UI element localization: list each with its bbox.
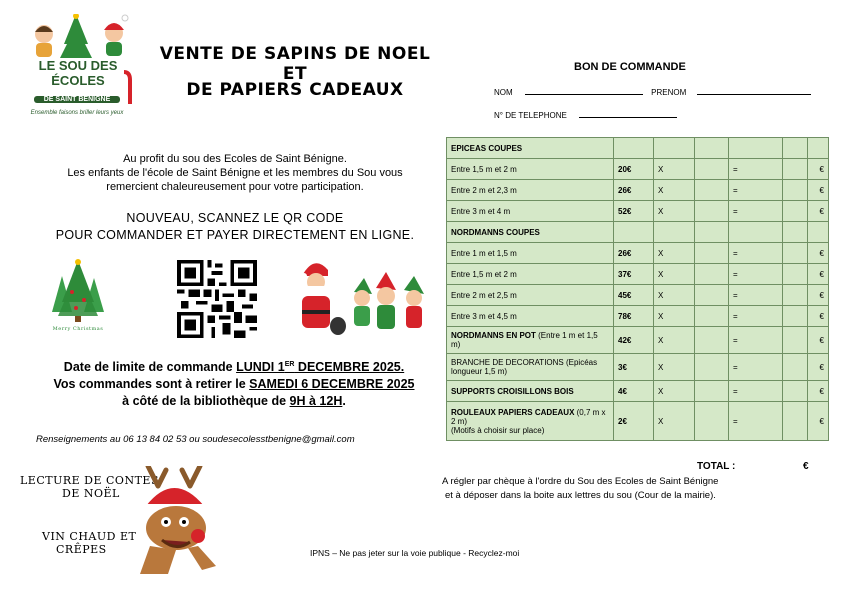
event-food (42, 530, 136, 556)
item-price: 45€ (614, 285, 654, 306)
event-line2: DE NOËL (62, 487, 120, 500)
item-label (447, 327, 614, 354)
tel-label: N° DE TELEPHONE (494, 111, 567, 120)
section-label: EPICEAS COUPES (447, 138, 614, 159)
page-title-line1: VENTE DE SAPINS DE NOEL ET (159, 44, 431, 84)
prenom-input[interactable] (697, 86, 811, 95)
nom-label: NOM (494, 88, 513, 97)
item-price: 52€ (614, 201, 654, 222)
euro-sign: € (808, 381, 829, 402)
subtotal-cell[interactable] (783, 306, 808, 327)
item-price: 3€ (614, 354, 654, 381)
quantity-cell[interactable] (695, 201, 729, 222)
santa-elves-image (292, 256, 442, 338)
equals-sign: = (729, 327, 783, 354)
pickup-prefix: Vos commandes sont à retirer le (53, 377, 250, 392)
item-label: Entre 2 m et 2,5 m (447, 285, 614, 306)
deadline-date (236, 360, 404, 374)
quantity-cell[interactable] (695, 159, 729, 180)
qr-code[interactable] (177, 260, 257, 338)
quantity-cell[interactable] (695, 264, 729, 285)
tree-card-caption: Merry Christmas (52, 326, 104, 332)
place-end: . (342, 394, 346, 409)
quantity-cell[interactable] (695, 381, 729, 402)
multiply-sign: X (654, 306, 695, 327)
euro-sign: € (808, 354, 829, 381)
euro-sign: € (808, 402, 829, 441)
footer-ipns: IPNS – Ne pas jeter sur la voie publique - Recyclez-moi (310, 548, 520, 558)
quantity-cell[interactable] (695, 402, 729, 441)
euro-sign: € (808, 264, 829, 285)
quantity-cell[interactable] (695, 327, 729, 354)
logo-place: DE SAINT BÉNIGNE (34, 96, 120, 103)
item-label (447, 402, 614, 441)
subtotal-cell[interactable] (783, 159, 808, 180)
prenom-label: PRENOM (651, 88, 687, 97)
qr-line2: POUR COMMANDER ET PAYER DIRECTEMENT EN LIGNE. (55, 228, 415, 242)
order-table (446, 137, 829, 441)
payment-line1: A régler par chèque à l'ordre du Sou des Ecoles de Saint Bénigne (442, 476, 719, 487)
euro-sign: € (808, 180, 829, 201)
table-row (447, 264, 829, 285)
order-form-title: BON DE COMMANDE (574, 61, 686, 73)
euro-sign: € (808, 306, 829, 327)
multiply-sign: X (654, 381, 695, 402)
contact-info: Renseignements au 06 13 84 02 53 ou soudesecolesstbenigne@gmail.com (36, 434, 355, 445)
pickup-line (24, 376, 444, 393)
qr-line1: NOUVEAU, SCANNEZ LE QR CODE (126, 211, 344, 225)
equals-sign: = (729, 180, 783, 201)
page-title-line2: DE PAPIERS CADEAUX (186, 80, 404, 100)
section-epiceas (447, 138, 829, 159)
item-label-note: (Motifs à choisir sur place) (451, 425, 545, 435)
payment-info (442, 475, 832, 503)
pickup-hours: 9H à 12H (289, 394, 343, 409)
deadline-info (24, 356, 444, 410)
christmas-tree-icon (52, 256, 104, 324)
intro-line2: Les enfants de l'école de Saint Bénigne et les membres du Sou vous (67, 167, 403, 179)
item-label: Entre 1 m et 1,5 m (447, 243, 614, 264)
item-price: 2€ (614, 402, 654, 441)
section-label: NORDMANNS COUPES (447, 222, 614, 243)
equals-sign: = (729, 381, 783, 402)
equals-sign: = (729, 159, 783, 180)
equals-sign: = (729, 201, 783, 222)
item-price: 26€ (614, 180, 654, 201)
table-row (447, 180, 829, 201)
item-price: 78€ (614, 306, 654, 327)
intro-line3: remercient chaleureusement pour votre participation. (106, 181, 364, 193)
equals-sign: = (729, 264, 783, 285)
subtotal-cell[interactable] (783, 285, 808, 306)
subtotal-cell[interactable] (783, 264, 808, 285)
multiply-sign: X (654, 201, 695, 222)
equals-sign: = (729, 306, 783, 327)
euro-sign: € (808, 285, 829, 306)
item-label-rest: (Entre 1 m et 1,5 m) (451, 331, 598, 349)
quantity-cell[interactable] (695, 306, 729, 327)
multiply-sign: X (654, 264, 695, 285)
item-label: Entre 3 m et 4 m (447, 201, 614, 222)
item-label: Entre 1,5 m et 2 m (447, 159, 614, 180)
equals-sign: = (729, 285, 783, 306)
phone-field (494, 109, 677, 120)
deadline-prefix: Date de limite de commande (63, 360, 237, 375)
subtotal-cell[interactable] (783, 354, 808, 381)
item-price: 4€ (614, 381, 654, 402)
deadline-date-sup: ER (284, 361, 295, 368)
equals-sign: = (729, 354, 783, 381)
subtotal-cell[interactable] (783, 180, 808, 201)
intro-text (30, 152, 440, 194)
quantity-cell[interactable] (695, 180, 729, 201)
payment-line2: et à déposer dans la boite aux lettres du sou (Cour de la mairie). (445, 490, 716, 501)
total-label: TOTAL : (697, 461, 736, 472)
multiply-sign: X (654, 159, 695, 180)
tel-input[interactable] (579, 109, 677, 118)
quantity-cell[interactable] (695, 285, 729, 306)
logo-brand: LE SOU DES ÉCOLES (38, 58, 118, 88)
equals-sign: = (729, 243, 783, 264)
table-row (447, 306, 829, 327)
item-label: Entre 3 m et 4,5 m (447, 306, 614, 327)
deadline-date-main: LUNDI 1 (236, 360, 285, 375)
elf-figure (376, 272, 396, 329)
nom-input[interactable] (525, 86, 643, 95)
table-row (447, 402, 829, 441)
event-line1: LECTURE DE CONTES (20, 474, 159, 487)
table-row (447, 201, 829, 222)
multiply-sign: X (654, 402, 695, 441)
item-label (447, 381, 614, 402)
event-line3: VIN CHAUD ET (42, 530, 137, 543)
name-fields (494, 86, 811, 97)
item-label-bold: NORDMANNS EN POT (451, 331, 536, 340)
quantity-cell[interactable] (695, 243, 729, 264)
table-row (447, 243, 829, 264)
item-label: Entre 1,5 m et 2 m (447, 264, 614, 285)
euro-sign: € (808, 159, 829, 180)
pickup-date: SAMEDI 6 DECEMBRE 2025 (249, 377, 415, 392)
subtotal-cell[interactable] (783, 201, 808, 222)
item-price: 42€ (614, 327, 654, 354)
place-line (24, 393, 444, 410)
item-price: 37€ (614, 264, 654, 285)
table-row (447, 354, 829, 381)
total-euro: € (803, 461, 809, 472)
logo (14, 14, 140, 124)
deadline-line (24, 356, 444, 376)
multiply-sign: X (654, 243, 695, 264)
table-row (447, 327, 829, 354)
table-row (447, 285, 829, 306)
intro-line1: Au profit du sou des Ecoles de Saint Bénigne. (123, 153, 347, 165)
item-price: 26€ (614, 243, 654, 264)
elf-figure (354, 278, 372, 326)
table-row (447, 159, 829, 180)
euro-sign: € (808, 201, 829, 222)
logo-slogan: Ensemble faisons briller leurs yeux (30, 110, 124, 116)
section-nordmanns (447, 222, 829, 243)
santa-hat-icon (146, 488, 204, 506)
multiply-sign: X (654, 180, 695, 201)
nose-icon (191, 529, 205, 543)
deadline-date-rest: DECEMBRE 2025. (294, 360, 405, 375)
quantity-cell[interactable] (695, 354, 729, 381)
antler-icon (148, 466, 200, 486)
item-label-rest: (0,7 m x 2 m) (451, 407, 606, 426)
reindeer-image (128, 466, 222, 578)
item-label-bold: ROULEAUX PAPIERS CADEAUX (451, 407, 575, 417)
multiply-sign: X (654, 354, 695, 381)
euro-sign: € (808, 243, 829, 264)
qr-code-icon (177, 260, 257, 338)
elf-figure (404, 276, 424, 328)
multiply-sign: X (654, 327, 695, 354)
item-label: BRANCHE DE DECORATIONS (Epicéas longueur 1,5 m) (447, 354, 614, 381)
qr-instructions (30, 210, 440, 244)
subtotal-cell[interactable] (783, 381, 808, 402)
item-label: Entre 2 m et 2,3 m (447, 180, 614, 201)
euro-sign: € (808, 327, 829, 354)
multiply-sign: X (654, 285, 695, 306)
event-line4: CRÊPES (56, 543, 107, 556)
place-prefix: à côté de la bibliothèque de (122, 394, 290, 409)
item-label-bold: SUPPORTS CROISILLONS BOIS (451, 386, 574, 396)
table-row (447, 381, 829, 402)
subtotal-cell[interactable] (783, 402, 808, 441)
item-price: 20€ (614, 159, 654, 180)
subtotal-cell[interactable] (783, 327, 808, 354)
equals-sign: = (729, 402, 783, 441)
subtotal-cell[interactable] (783, 243, 808, 264)
tree-card-image (52, 256, 104, 336)
